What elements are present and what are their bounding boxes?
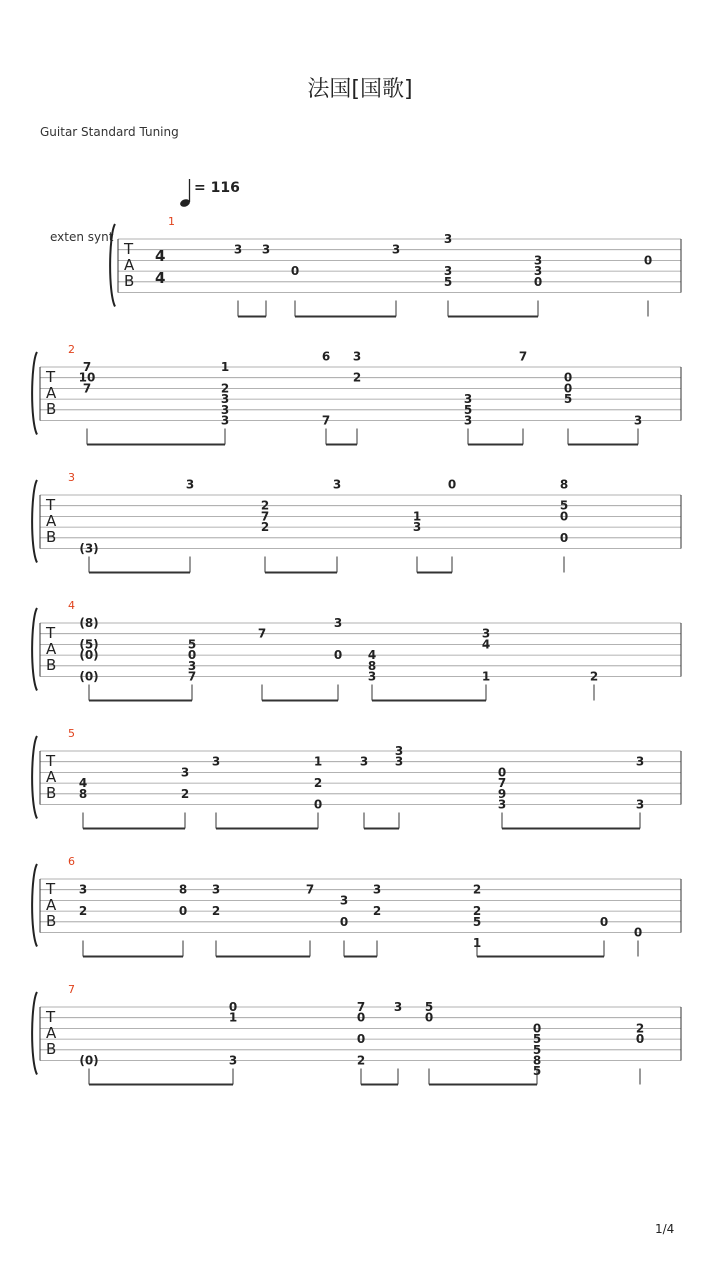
fret-number: (3)	[79, 541, 99, 556]
tab-clef-letter: B	[46, 656, 57, 674]
fret-number: 3	[633, 413, 643, 428]
tab-clef-letter: T	[46, 752, 56, 770]
tempo-value: = 116	[194, 180, 240, 196]
system-brace	[32, 608, 37, 691]
fret-number: 3	[352, 349, 362, 364]
measure-number: 5	[68, 727, 75, 740]
fret-number: 3	[187, 658, 197, 673]
fret-number: 0	[290, 264, 300, 279]
fret-number: 5	[563, 392, 573, 407]
fret-number: 2	[635, 1021, 645, 1036]
fret-number: 3	[211, 754, 221, 769]
tab-clef-letter: B	[46, 1040, 57, 1058]
fret-number: 5	[532, 1064, 542, 1079]
fret-number: 7	[82, 381, 92, 396]
fret-number: 0	[187, 648, 197, 663]
fret-number: 3	[443, 232, 453, 246]
fret-number: 0	[563, 381, 573, 396]
measure-number: 7	[68, 983, 75, 996]
fret-number: 7	[305, 882, 315, 897]
fret-number: 0	[228, 1000, 238, 1014]
fret-number: 1	[412, 509, 422, 524]
fret-number: 3	[359, 754, 369, 769]
tab-clef-letter: B	[46, 400, 57, 418]
fret-number: 0	[497, 765, 507, 780]
fret-number: 2	[472, 882, 482, 897]
measure-number: 3	[68, 471, 75, 484]
tab-clef-letter: T	[46, 880, 56, 898]
measure-number: 6	[68, 855, 75, 868]
tab-system	[32, 599, 681, 701]
fret-number: 7	[260, 509, 270, 524]
tab-clef-letter: T	[46, 624, 56, 642]
measure-number: 4	[68, 599, 75, 612]
fret-number: 4	[78, 776, 88, 791]
fret-number: 0	[559, 530, 569, 545]
fret-number: 0	[339, 914, 349, 929]
fret-number: 0	[563, 370, 573, 385]
fret-number: 3	[332, 477, 342, 492]
fret-number: 3	[443, 264, 453, 279]
fret-number: 8	[78, 786, 88, 801]
fret-number: 0	[559, 509, 569, 524]
fret-number: 3	[497, 797, 507, 812]
system-brace	[32, 992, 37, 1075]
fret-number: 1	[313, 754, 323, 769]
fret-number: (0)	[79, 648, 99, 663]
fret-number: 2	[260, 520, 270, 535]
instrument-name: exten synt	[50, 230, 114, 244]
fret-number: 1	[220, 360, 230, 374]
tab-system	[32, 471, 681, 573]
fret-number: 3	[211, 882, 221, 897]
fret-number: 5	[559, 498, 569, 513]
fret-number: 0	[635, 1032, 645, 1047]
fret-number: 0	[643, 253, 653, 268]
tab-system	[32, 343, 681, 445]
tab-clef-letter: A	[46, 768, 57, 786]
fret-number: 3	[635, 797, 645, 812]
tab-clef-letter: T	[124, 240, 134, 258]
fret-number: 3	[635, 754, 645, 769]
fret-number: 5	[472, 914, 482, 929]
tab-clef-letter: B	[46, 912, 57, 930]
fret-number: 3	[394, 744, 404, 758]
fret-number: 2	[78, 904, 88, 919]
fret-number: 3	[220, 413, 230, 428]
fret-number: 3	[339, 893, 349, 908]
system-brace	[32, 480, 37, 563]
measure-number: 2	[68, 343, 75, 356]
tab-clef-letter: A	[46, 512, 57, 530]
fret-number: 2	[313, 776, 323, 791]
fret-number: 3	[228, 1053, 238, 1068]
tab-clef-letter: A	[46, 1024, 57, 1042]
fret-number: 0	[178, 904, 188, 919]
tab-clef-letter: A	[124, 256, 135, 274]
tab-clef-letter: B	[46, 784, 57, 802]
fret-number: 10	[78, 370, 96, 385]
tab-clef-letter: T	[46, 496, 56, 514]
fret-number: 3	[261, 242, 271, 257]
system-brace	[32, 864, 37, 947]
fret-number: 4	[481, 637, 491, 652]
fret-number: 2	[211, 904, 221, 919]
fret-number: 3	[391, 242, 401, 257]
time-signature-bottom: 4	[155, 269, 166, 287]
fret-number: 3	[367, 669, 377, 684]
fret-number: 2	[260, 498, 270, 513]
fret-number: 4	[367, 648, 377, 663]
tab-clef-letter: T	[46, 1008, 56, 1026]
fret-number: 2	[589, 669, 599, 684]
fret-number: 5	[443, 274, 453, 289]
fret-number: 0	[533, 274, 543, 289]
score-title: 法国[国歌]	[307, 77, 413, 102]
fret-number: 3	[233, 242, 243, 257]
fret-number: 5	[532, 1042, 542, 1057]
fret-number: 3	[394, 754, 404, 769]
fret-number: 5	[463, 402, 473, 417]
fret-number: 3	[481, 626, 491, 641]
fret-number: 0	[447, 477, 457, 492]
fret-number: 5	[187, 637, 197, 652]
tab-clef-letter: A	[46, 640, 57, 658]
tuning-label: Guitar Standard Tuning	[40, 125, 179, 139]
fret-number: 0	[532, 1021, 542, 1036]
fret-number: (5)	[79, 637, 99, 652]
fret-number: (8)	[79, 616, 99, 630]
fret-number: 2	[352, 370, 362, 385]
system-brace	[32, 736, 37, 819]
page-number: 1/4	[655, 1222, 675, 1236]
fret-number: 3	[220, 402, 230, 417]
fret-number: 0	[599, 914, 609, 929]
fret-number: 7	[82, 360, 92, 374]
tab-system	[32, 855, 681, 957]
fret-number: 7	[497, 776, 507, 791]
measure-number: 1	[168, 215, 175, 228]
fret-number: 2	[356, 1053, 366, 1068]
fret-number: 5	[532, 1032, 542, 1047]
fret-number: 0	[333, 648, 343, 663]
fret-number: 7	[356, 1000, 366, 1014]
fret-number: 2	[372, 904, 382, 919]
tab-clef-letter: T	[46, 368, 56, 386]
fret-number: 0	[356, 1010, 366, 1025]
fret-number: 3	[180, 765, 190, 780]
fret-number: 3	[78, 882, 88, 897]
fret-number: 1	[472, 936, 482, 951]
fret-number: 0	[424, 1010, 434, 1025]
fret-number: 0	[313, 797, 323, 812]
tab-clef-letter: A	[46, 896, 57, 914]
fret-number: 3	[412, 520, 422, 535]
fret-number: 5	[424, 1000, 434, 1014]
fret-number: 3	[372, 882, 382, 897]
fret-number: 3	[463, 413, 473, 428]
tab-system	[110, 215, 681, 317]
tab-clef-letter: A	[46, 384, 57, 402]
fret-number: 3	[185, 477, 195, 492]
fret-number: 1	[228, 1010, 238, 1025]
fret-number: 3	[533, 264, 543, 279]
fret-number: 2	[472, 904, 482, 919]
fret-number: 0	[633, 925, 643, 940]
system-brace	[110, 224, 115, 307]
fret-number: 3	[533, 253, 543, 268]
fret-number: 8	[559, 477, 569, 492]
fret-number: 1	[481, 669, 491, 684]
system-brace	[32, 352, 37, 435]
fret-number: 3	[463, 392, 473, 407]
tab-clef-letter: B	[46, 528, 57, 546]
fret-number: 9	[497, 786, 507, 801]
fret-number: (0)	[79, 1053, 99, 1068]
fret-number: 8	[178, 882, 188, 897]
fret-number: 3	[333, 616, 343, 630]
fret-number: 3	[220, 392, 230, 407]
fret-number: 7	[321, 413, 331, 428]
fret-number: 2	[180, 786, 190, 801]
fret-number: 6	[321, 349, 331, 364]
fret-number: 2	[220, 381, 230, 396]
fret-number: 3	[393, 1000, 403, 1014]
fret-number: 0	[356, 1032, 366, 1047]
fret-number: 7	[257, 626, 267, 641]
fret-number: 8	[532, 1053, 542, 1068]
fret-number: 7	[518, 349, 528, 364]
fret-number: (0)	[79, 669, 99, 684]
tab-clef-letter: B	[124, 272, 135, 290]
tab-system	[32, 983, 681, 1085]
tab-system	[32, 727, 681, 829]
fret-number: 8	[367, 658, 377, 673]
time-signature-top: 4	[155, 247, 166, 265]
fret-number: 7	[187, 669, 197, 684]
